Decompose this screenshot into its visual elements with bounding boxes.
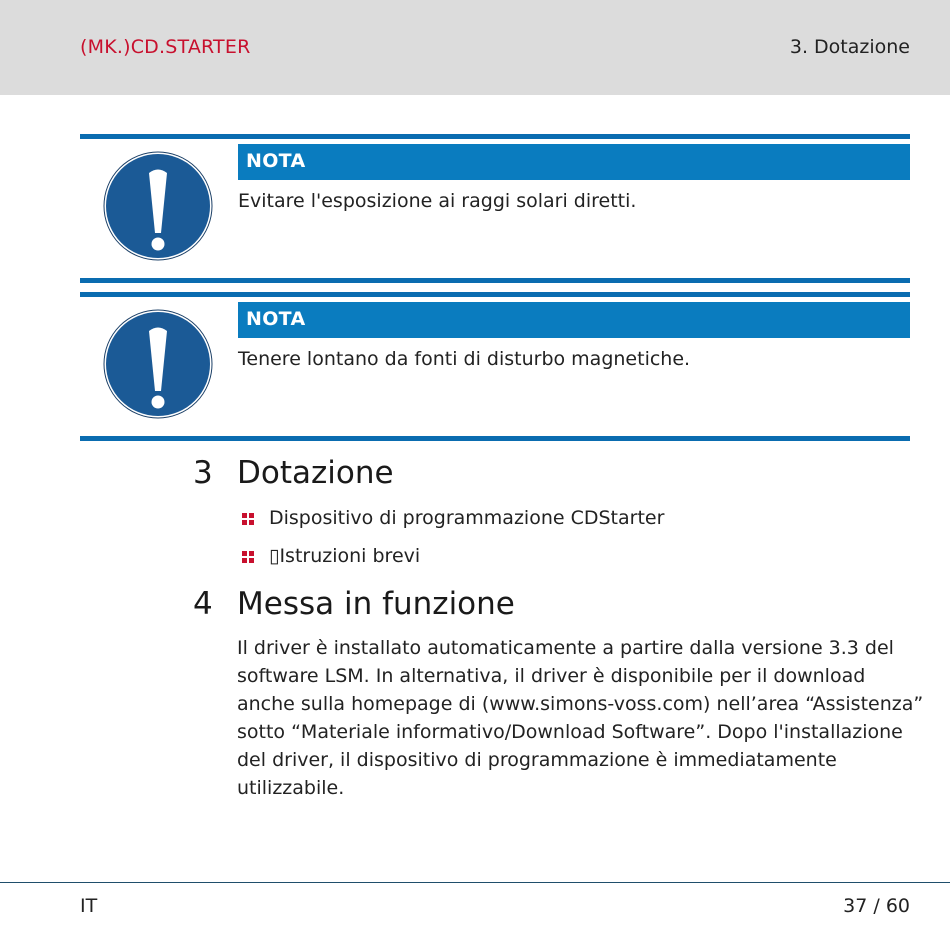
notice-top-rule [80,134,910,139]
notice-bottom-rule [80,278,910,283]
section-heading [193,586,693,626]
list-item-label: ▯Istruzioni brevi [269,545,421,567]
notice-text: Tenere lontano da fonti di disturbo magnetiche. [238,348,691,370]
footer-language: IT [80,895,98,917]
section-number: 4 [193,586,213,622]
section-title: Messa in funzione [237,586,515,622]
notice-label-bar [238,302,910,338]
section-heading [193,455,593,495]
notice-bottom-rule [80,436,910,441]
bullet-icon [242,551,256,565]
page-number: 37 / 60 [843,895,910,917]
exclamation-circle-icon [103,309,213,419]
notice-label: NOTA [246,150,306,172]
section-title: Dotazione [237,455,394,491]
notice-top-rule [80,292,910,297]
list-item-label: Dispositivo di programmazione CDStarter [269,507,665,529]
body-paragraph: Il driver è installato automaticamente a partire dalla versione 3.3 del software LSM. In alternativa, il driver è disponibile per il download anche sulla homepage di (www.simons-voss.com) nell’area “Assistenza” sotto “Materiale informativo/Download Software”. Dopo l'installazione del driver, il dispositivo di programmazione è immediatamente utilizzabile. [237,637,924,799]
notice-box [80,134,910,284]
running-section-title: 3. Dotazione [789,36,910,58]
section-number: 3 [193,455,213,491]
notice-label-bar [238,144,910,180]
notice-box [80,292,910,442]
document-title: (MK.)CD.STARTER [80,36,251,58]
bullet-icon [242,513,256,527]
footer-rule [0,882,950,883]
page-header [0,0,950,95]
exclamation-circle-icon [103,151,213,261]
notice-text: Evitare l'esposizione ai raggi solari diretti. [238,190,637,212]
notice-label: NOTA [246,308,306,330]
